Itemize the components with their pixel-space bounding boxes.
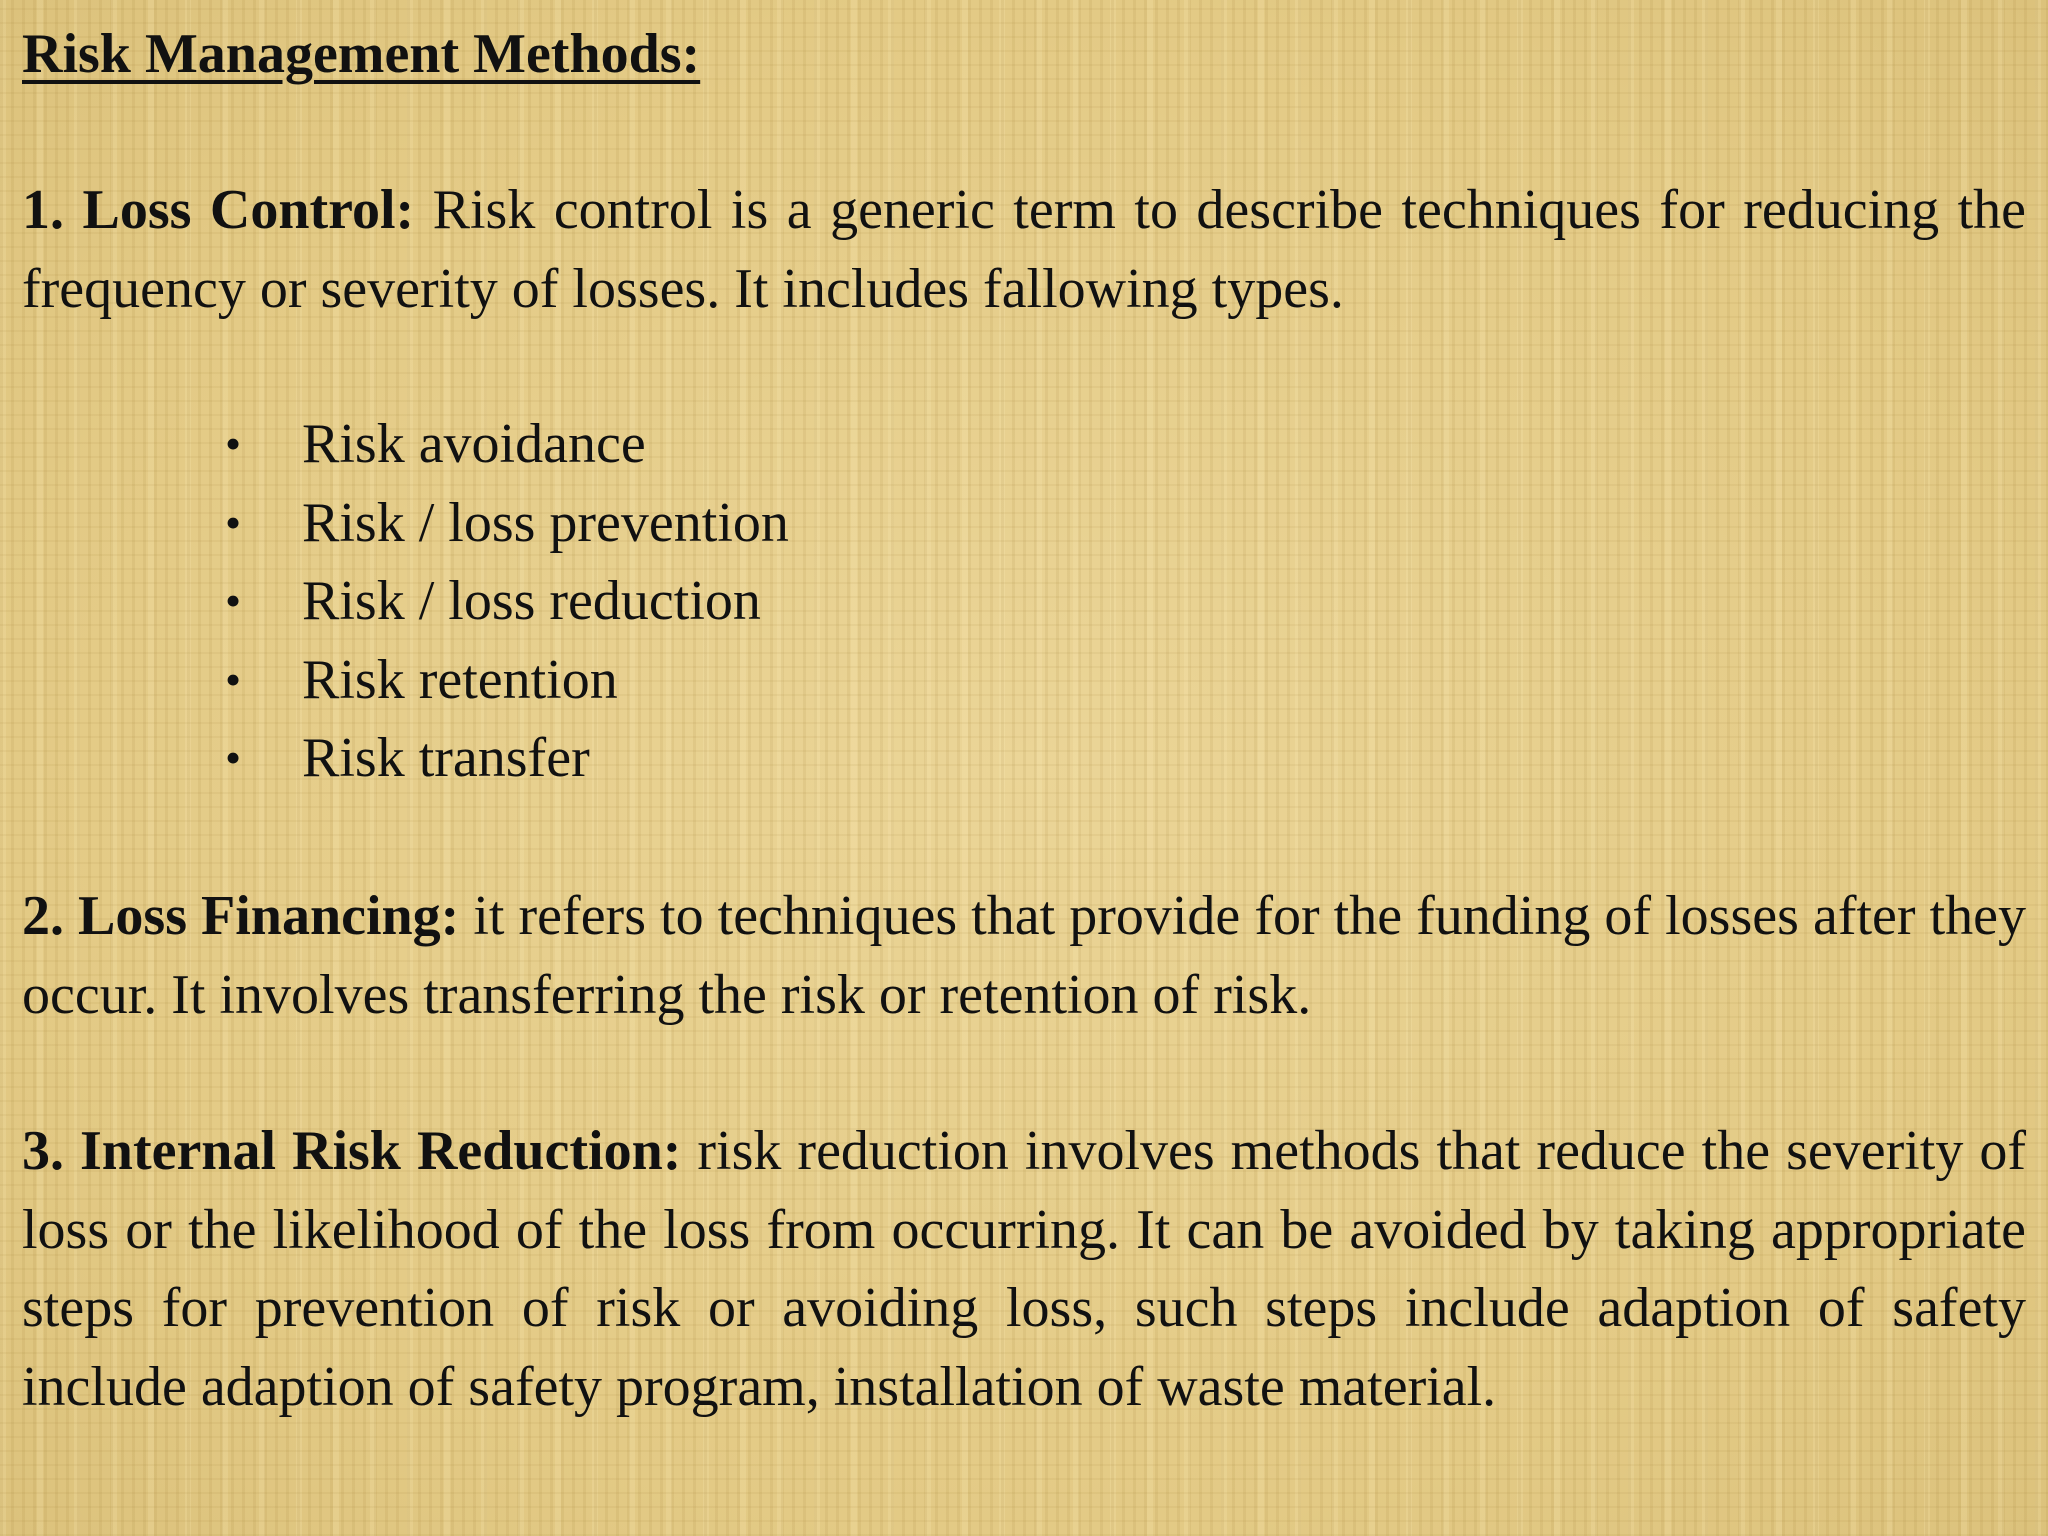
section-loss-control [22, 171, 2026, 328]
bullet-icon: • [225, 418, 242, 469]
section-heading: 3. Internal Risk Reduction: [22, 1120, 682, 1182]
section-heading: 2. Loss Financing: [22, 885, 460, 947]
section-loss-financing [22, 877, 2026, 1034]
page-title: Risk Management Methods: [22, 23, 701, 85]
bullet-icon: • [225, 653, 242, 705]
bullet-icon: • [225, 732, 242, 783]
section-text: it refers to techniques that provide for the funding of losses after they occur. It involves transferring the risk or retention of risk. [22, 885, 2026, 1026]
list-item-label: Risk / loss reduction [302, 570, 761, 632]
list-item-label: Risk retention [302, 648, 618, 711]
list-item-label: Risk transfer [302, 727, 590, 789]
section-text: Risk control is a generic term to describe techniques for reducing the frequency or severity of losses. It includes fallowing types. [22, 179, 2026, 320]
slide [20, 0, 2028, 1536]
list-item-label: Risk avoidance [302, 413, 646, 475]
list-item-label: Risk / loss prevention [302, 491, 789, 554]
bullet-icon: • [225, 496, 242, 548]
section-text: risk reduction involves methods that reduce the severity of loss or the likelihood of the loss from occurring. It can be avoided by taking appropriate steps for prevention of risk or avoiding loss, such steps include adaption of safety include adaption of safety program, installation of waste material. [22, 1120, 2026, 1418]
section-internal-risk-reduction [22, 1112, 2026, 1426]
section-heading: 1. Loss Control: [22, 179, 415, 241]
bullet-icon: • [225, 575, 242, 626]
